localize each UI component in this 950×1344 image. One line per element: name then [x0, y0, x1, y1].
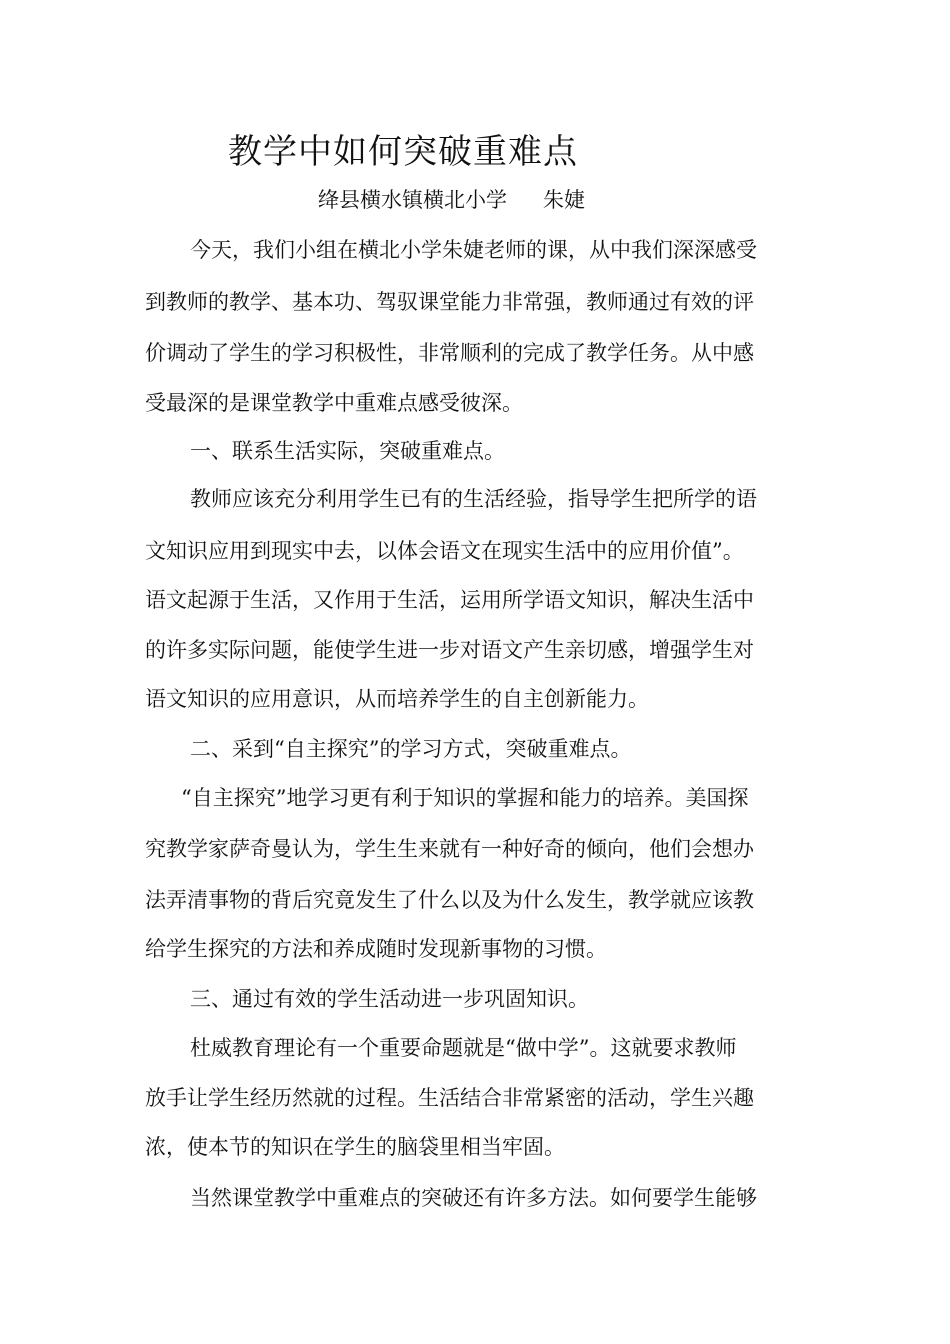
- paragraph-line: 放手让学生经历然就的过程。生活结合非常紧密的活动，学生兴趣: [145, 1086, 754, 1110]
- paragraph-line: 的许多实际问题，能使学生进一步对语文产生亲切感，增强学生对: [145, 638, 754, 662]
- document-title: 教学中如何突破重难点: [228, 132, 578, 172]
- paragraph-line: “自主探究”地学习更有利于知识的掌握和能力的培养。美国探: [181, 786, 749, 810]
- section-heading: 一、联系生活实际，突破重难点。: [190, 439, 505, 463]
- author-name: 朱婕: [543, 188, 585, 212]
- paragraph-line: 给学生探究的方法和养成随时发现新事物的习惯。: [145, 937, 607, 961]
- school-name: 绛县横水镇横北小学: [318, 188, 507, 212]
- section-heading: 二、采到“自主探究”的学习方式，突破重难点。: [190, 737, 632, 761]
- paragraph-line: 究教学家萨奇曼认为，学生生来就有一种好奇的倾向，他们会想办: [145, 837, 754, 861]
- paragraph-line: 语文起源于生活，又作用于生活，运用所学语文知识，解决生活中: [145, 588, 754, 612]
- paragraph-line: 今天，我们小组在横北小学朱婕老师的课，从中我们深深感受: [190, 238, 757, 262]
- paragraph-line: 文知识应用到现实中去，以体会语文在现实生活中的应用价值”。: [145, 539, 744, 563]
- paragraph-line: 教师应该充分利用学生已有的生活经验，指导学生把所学的语: [190, 487, 757, 511]
- paragraph-line: 法弄清事物的背后究竟发生了什么以及为什么发生，教学就应该教: [145, 888, 754, 912]
- paragraph-line: 到教师的教学、基本功、驾驭课堂能力非常强，教师通过有效的评: [145, 290, 754, 314]
- paragraph-line: 当然课堂教学中重难点的突破还有许多方法。如何要学生能够: [190, 1186, 757, 1210]
- paragraph-line: 价调动了学生的学习积极性，非常顺利的完成了教学任务。从中感: [145, 341, 754, 365]
- byline: [318, 183, 585, 217]
- paragraph-line: 浓，使本节的知识在学生的脑袋里相当牢固。: [145, 1135, 565, 1159]
- paragraph-line: 受最深的是课堂教学中重难点感受彼深。: [145, 391, 523, 415]
- section-heading: 三、通过有效的学生活动进一步巩固知识。: [190, 987, 589, 1011]
- paragraph-line: 杜威教育理论有一个重要命题就是“做中学”。这就要求教师: [190, 1036, 737, 1060]
- paragraph-line: 语文知识的应用意识，从而培养学生的自主创新能力。: [145, 687, 649, 711]
